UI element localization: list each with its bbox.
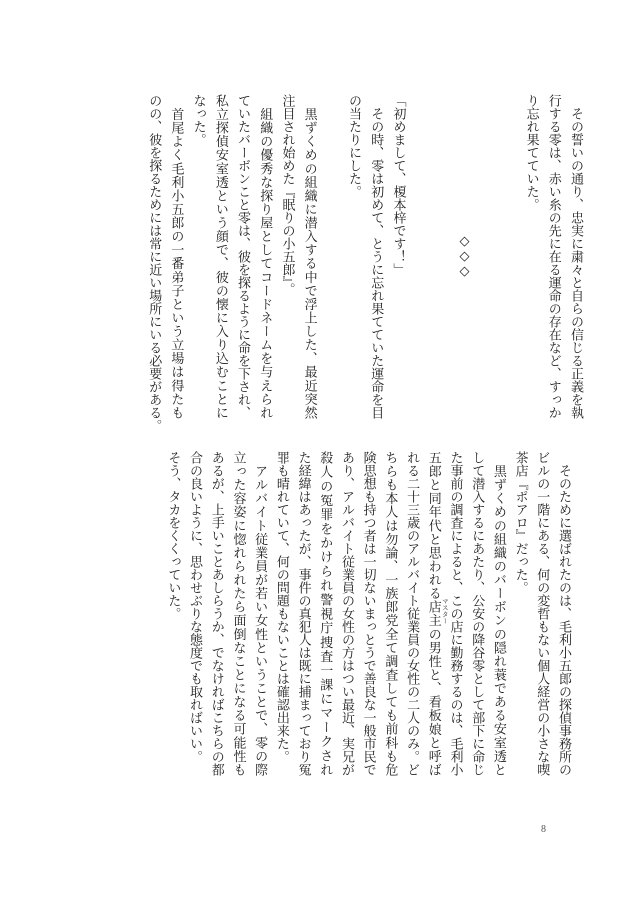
text-column: ていたバーボンこと零は、彼を探るように命を下され、 <box>235 94 251 419</box>
blank-column <box>408 94 430 419</box>
text-column: 殺人の冤罪をかけられ警視庁捜査一課にマークされ <box>317 451 333 776</box>
text-column: の当たりにした。 <box>346 94 362 198</box>
page-number: 8 <box>541 824 546 835</box>
blank-column <box>431 94 453 419</box>
text-column: 険思想も持つ者は一切ないまっとうで善良な一般市民で <box>360 451 376 776</box>
text-column: ビルの一階にある、何の変哲もない個人経営の小さな喫 <box>534 451 550 776</box>
text-column: アルバイト従業員が若い女性ということで、零の際 <box>252 451 268 776</box>
text-column: た事前の調査によると、この店に勤務するのは、毛利小 <box>447 451 463 776</box>
text-segment: 五郎と同年代と思われる <box>425 451 441 601</box>
text-column: あり、アルバイト従業員の女性の方はつい最近、実兄が <box>338 451 354 776</box>
blank-column <box>475 94 497 419</box>
text-column: 合の良いように、思わせぶりな態度でも取ればいい。 <box>187 451 203 763</box>
text-column: 行する零は、赤い糸の先に在る運命の存在など、すっか <box>545 94 561 419</box>
text-column: 私立探偵安室透という顔で、彼の懐に入り込むことに <box>212 94 228 419</box>
text-segment: の男性と、看板娘と呼ば <box>425 627 441 777</box>
text-column: ちらも本人は勿論、一族郎党全て調査しても前科も危 <box>382 451 398 776</box>
text-column: 組織の優秀な探り屋としてコードネームを与えられ <box>257 94 273 419</box>
text-column: れる二十三歳のアルバイト従業員の女性の二人のみ。ど <box>404 451 420 776</box>
text-column: あるが、上手いことあしらうか、でなければこちらの都 <box>208 451 224 776</box>
text-column: 罪も晴れていて、何の問題もないことは確認出来た。 <box>273 451 289 763</box>
text-column: して潜入するにあたり、公安の降谷零として部下に命じ <box>469 451 485 776</box>
text-column: 立った容姿に惚れられたら面倒なことになる可能性も <box>230 451 246 776</box>
text-column: そのために選ばれたのは、毛利小五郎の探偵事務所の <box>556 451 571 776</box>
ruby-text: マスター <box>440 598 449 625</box>
text-column: 茶店『ポアロ』だった。 <box>512 451 528 594</box>
text-column: のの、彼を探るためには常に近い場所にいる必要がある。 <box>146 94 162 432</box>
ruby-base: 店主 <box>425 600 441 628</box>
text-column: り忘れ果てていた。 <box>523 94 539 211</box>
blank-column <box>497 94 519 419</box>
text-column: 首尾よく毛利小五郎の一番弟子という立場は得たも <box>168 94 184 419</box>
text-column: そう、タカをくくっていた。 <box>165 451 181 620</box>
lower-text-block <box>161 451 574 776</box>
dialogue-line: 「初めまして、榎本梓です！」 <box>390 94 406 276</box>
text-column: なった。 <box>190 94 206 146</box>
text-column: 黒ずくめの組織に潜入する中で浮上した、最近突然 <box>301 94 317 419</box>
upper-text-block <box>142 94 586 432</box>
text-column: た経緯はあったが、事件の真犯人は既に捕まっており冤 <box>295 451 311 776</box>
text-column: 注目され始めた『眠りの小五郎』。 <box>279 94 295 296</box>
ruby-pair <box>425 598 449 628</box>
text-column: その誓いの通り、忠実に粛々と自らの信じる正義を執 <box>568 94 583 419</box>
scene-break-separator: ◇◇◇ <box>457 234 473 279</box>
text-column-with-ruby <box>422 451 449 777</box>
text-column: 黒ずくめの組織のバーボンの隠れ蓑である安室透と <box>490 451 506 776</box>
text-column: その時、零は初めて、とうに忘れ果てていた運命を目 <box>368 94 384 419</box>
blank-column <box>320 94 342 419</box>
